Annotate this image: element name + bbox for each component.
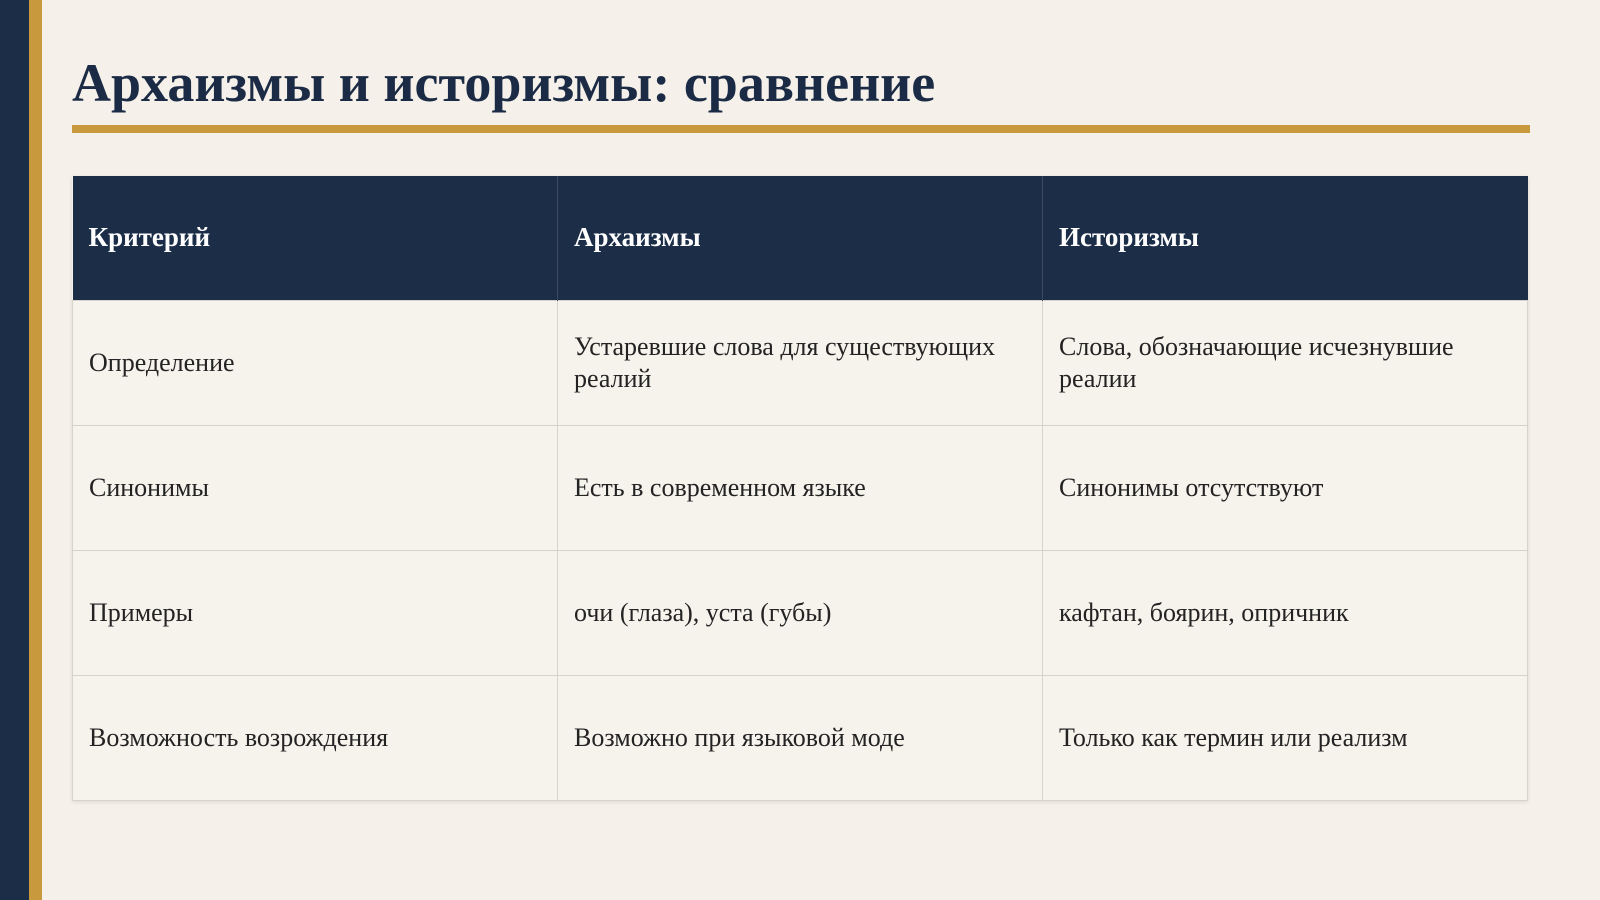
table-cell: Слова, обозначающие исчезнувшие реалии — [1043, 300, 1528, 425]
table-cell: кафтан, боярин, опричник — [1043, 550, 1528, 675]
table-cell: Устаревшие слова для существующих реалий — [558, 300, 1043, 425]
table-cell: Определение — [73, 300, 558, 425]
header-archaisms: Архаизмы — [558, 176, 1043, 300]
table-cell: очи (глаза), уста (губы) — [558, 550, 1043, 675]
left-accent-bar-gold — [29, 0, 42, 900]
table-row — [73, 675, 1528, 800]
table-cell: Возможность возрождения — [73, 675, 558, 800]
table-row — [73, 300, 1528, 425]
header-historicisms: Историзмы — [1043, 176, 1528, 300]
title-underline — [72, 125, 1530, 133]
table-cell: Возможно при языковой моде — [558, 675, 1043, 800]
table-cell: Примеры — [73, 550, 558, 675]
table-header-row — [73, 176, 1528, 300]
table-cell: Есть в современном языке — [558, 425, 1043, 550]
table-row — [73, 550, 1528, 675]
comparison-table — [72, 176, 1528, 801]
table-row — [73, 425, 1528, 550]
table-cell: Синонимы — [73, 425, 558, 550]
slide-title: Архаизмы и историзмы: сравнение — [72, 53, 936, 113]
left-accent-bar-navy — [0, 0, 29, 900]
header-criterion: Критерий — [73, 176, 558, 300]
table-cell: Только как термин или реализм — [1043, 675, 1528, 800]
table-cell: Синонимы отсутствуют — [1043, 425, 1528, 550]
